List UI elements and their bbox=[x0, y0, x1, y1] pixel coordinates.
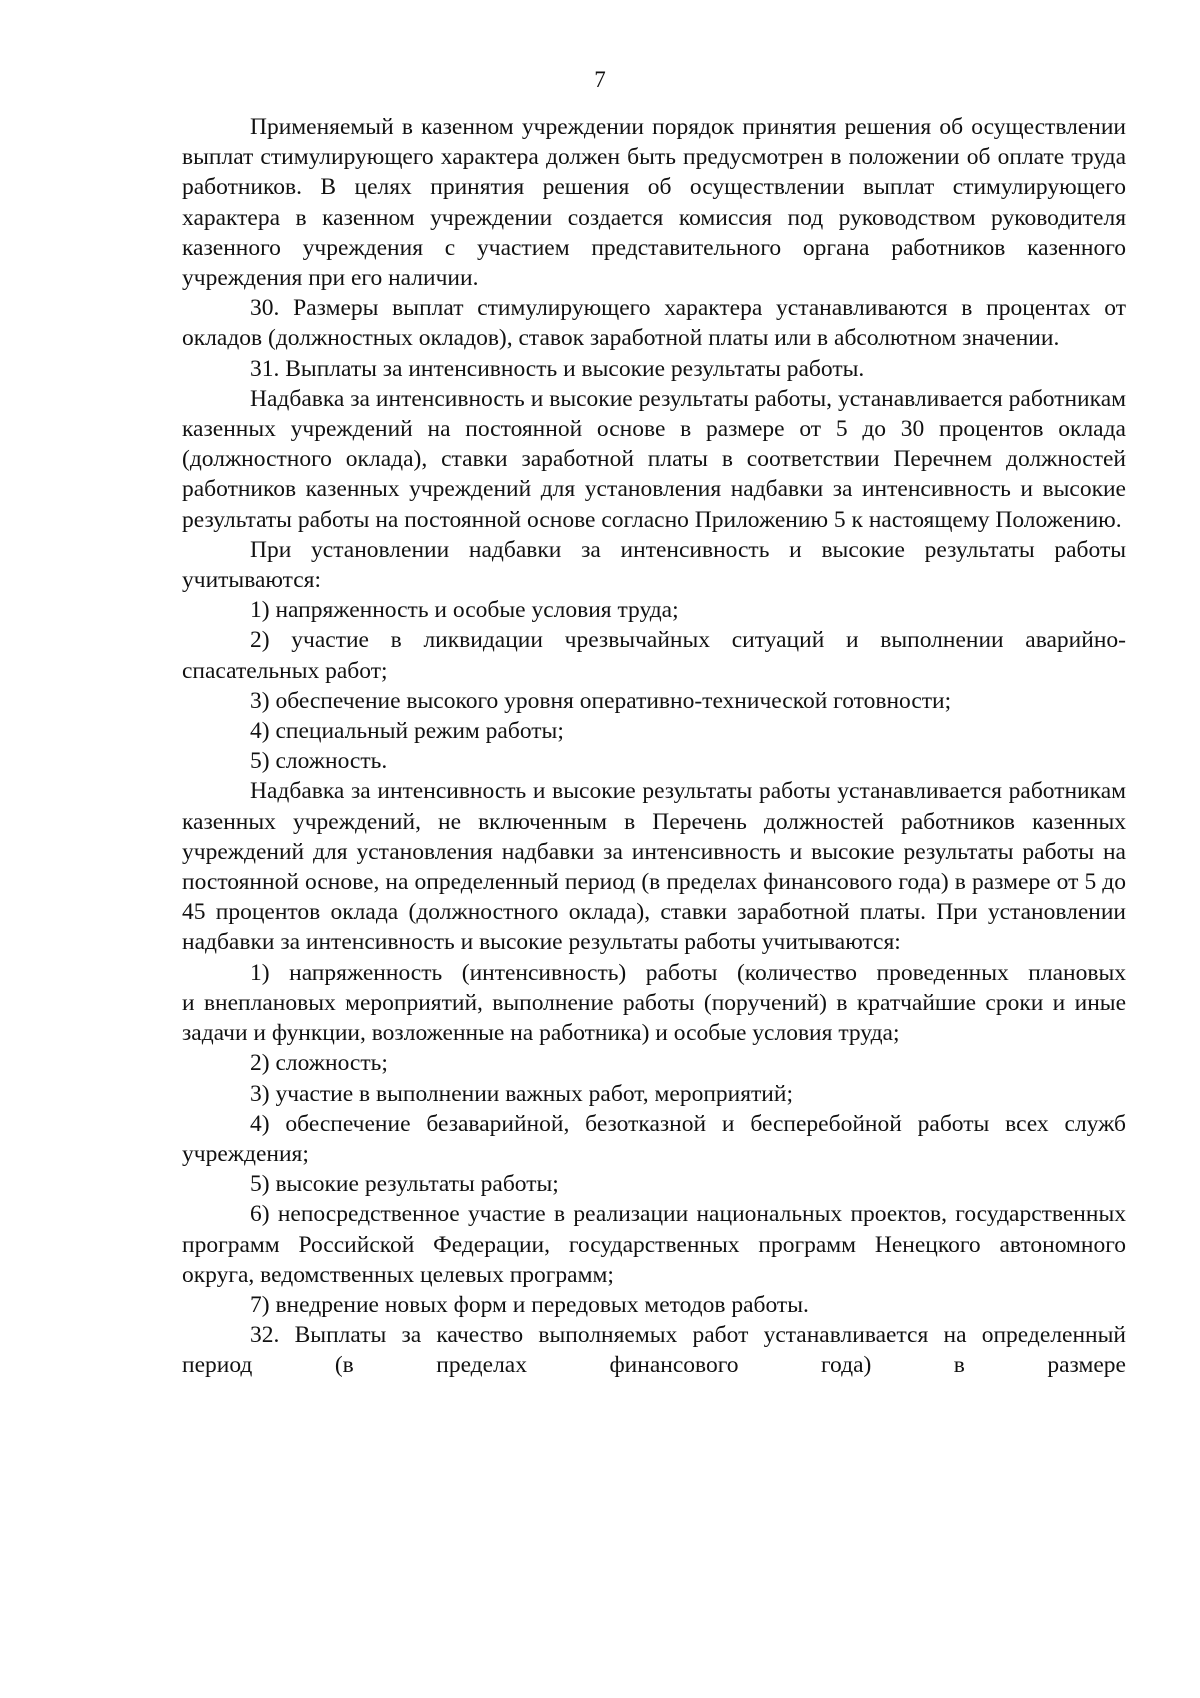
list-item: 2) участие в ликвидации чрезвычайных ситуаций и выполнении аварийно-спасательных работ; bbox=[182, 627, 1126, 684]
list-item: 7) внедрение новых форм и передовых методов работы. bbox=[250, 1291, 809, 1318]
paragraph-period-bonus: Надбавка за интенсивность и высокие результаты работы устанавливается работникам казенных учреждений, не включенным в Перечень должностей работников казенных учреждений для установления надбавки за интенсивность и высокие результаты работы на постоянной основе, на определенный период (в пределах финансового года) в размере от 5 до 45 процентов оклада (должностного оклада), ставки заработной платы. При установлении надбавки за интенсивность и высокие результаты работы учитываются: bbox=[182, 778, 1126, 956]
document-body bbox=[182, 112, 1126, 1381]
paragraph-item-31-heading: 31. Выплаты за интенсивность и высокие результаты работы. bbox=[250, 355, 865, 382]
paragraph-considered-intro: При установлении надбавки за интенсивность и высокие результаты работы учитываются: bbox=[182, 536, 1126, 594]
list-item: 2) сложность; bbox=[250, 1050, 388, 1077]
paragraph-item-30: 30. Размеры выплат стимулирующего характера устанавливаются в процентах от окладов (должностных окладов), ставок заработной платы или в абсолютном значении. bbox=[182, 295, 1126, 352]
list-item: 4) обеспечение безаварийной, безотказной и бесперебойной работы всех служб учреждения; bbox=[182, 1110, 1126, 1167]
list-item: 4) специальный режим работы; bbox=[250, 718, 564, 745]
paragraph-commission: Применяемый в казенном учреждении порядок принятия решения об осуществлении выплат стимулирующего характера должен быть предусмотрен в положении об оплате труда работников. В целях принятия решения об осуществлении выплат стимулирующего характера в казенном учреждении создается комиссия под руководством руководителя казенного учреждения с участием представительного органа работников казенного учреждения при его наличии. bbox=[182, 114, 1126, 292]
list-item-continuation: и внеплановых мероприятий, выполнение работы (поручений) в кратчайшие сроки и иные задачи и функции, возложенные на работника) и особые условия труда; bbox=[182, 989, 1126, 1047]
list-item: 3) участие в выполнении важных работ, мероприятий; bbox=[250, 1080, 793, 1107]
list-item: 6) непосредственное участие в реализации национальных проектов, государственных программ Российской Федерации, государственных программ Ненецкого автономного округа, ведомственных целевых программ; bbox=[182, 1201, 1126, 1288]
list-item: 5) высокие результаты работы; bbox=[250, 1171, 559, 1198]
list-item: 5) сложность. bbox=[250, 748, 388, 775]
list-item: 1) напряженность и особые условия труда; bbox=[250, 597, 679, 624]
paragraph-permanent-bonus: Надбавка за интенсивность и высокие результаты работы, устанавливается работникам казенных учреждений на постоянной основе в размере от 5 до 30 процентов оклада (должностного оклада), ставки заработной платы в соответствии Перечнем должностей работников казенных учреждений для установления надбавки за интенсивность и высокие результаты работы на постоянной основе согласно Приложению 5 к настоящему Положению. bbox=[182, 385, 1126, 533]
list-item: 1) напряженность (интенсивность) работы (количество проведенных плановых bbox=[250, 959, 1126, 986]
list-item: 3) обеспечение высокого уровня оперативно-технической готовности; bbox=[250, 687, 952, 714]
paragraph-item-32: 32. Выплаты за качество выполняемых работ устанавливается на определенный период (в пределах финансового года) в размере bbox=[182, 1322, 1126, 1379]
page-number: 7 bbox=[594, 67, 606, 92]
